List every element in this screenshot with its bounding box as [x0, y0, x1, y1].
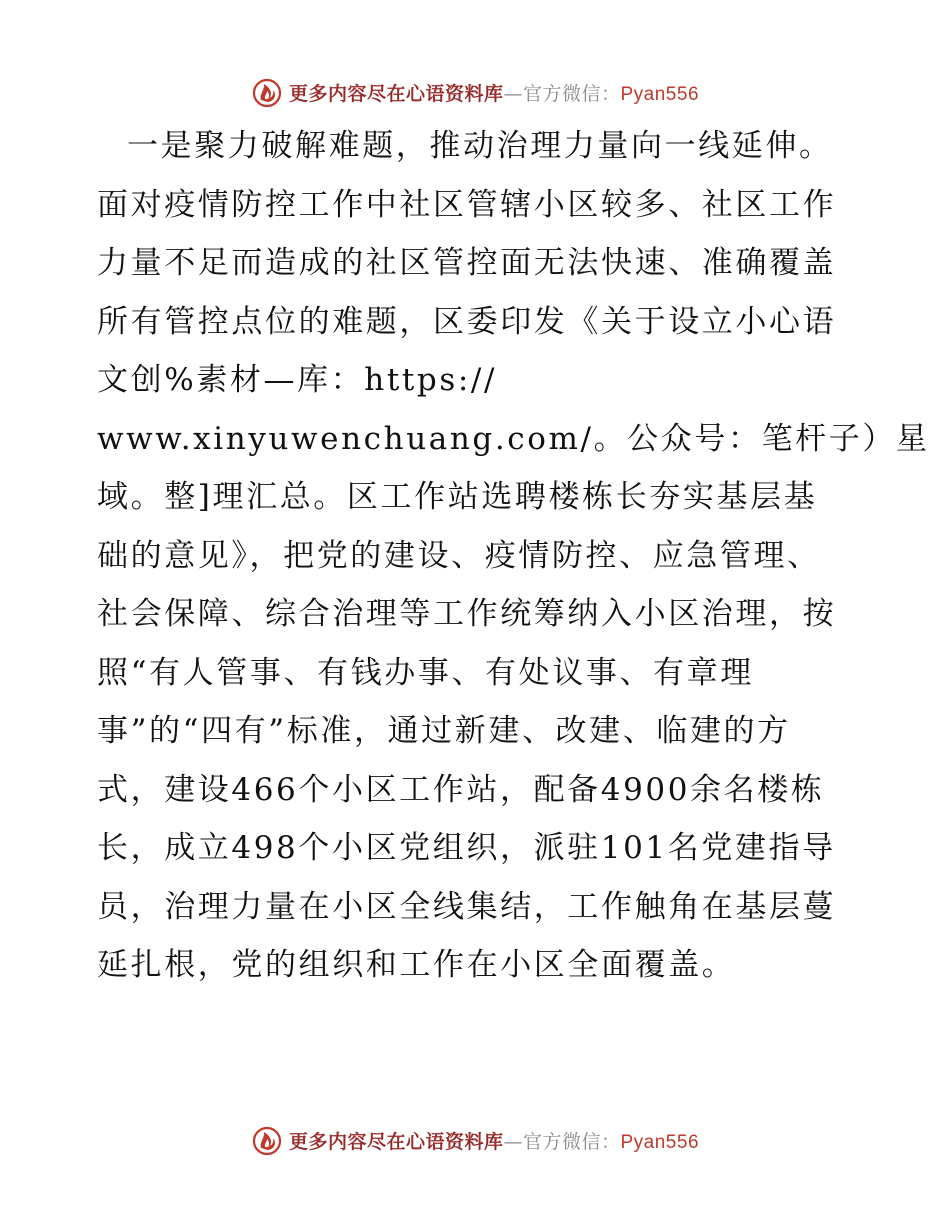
header-banner [0, 72, 950, 112]
document-line: 面对疫情防控工作中社区管辖小区较多、社区工作 [97, 186, 837, 223]
document-line: 域。整]理汇总。区工作站选聘楼栋长夯实基层基 [97, 479, 818, 515]
header-banner-suffix: —官方微信： [503, 82, 621, 105]
flame-chat-logo-icon [251, 1124, 283, 1156]
header-banner-prefix: 更多内容尽在心语资料库 [288, 82, 504, 105]
document-line: 础的意见》，把党的建设、疫情防控、应急管理、 [97, 537, 821, 574]
document-body [97, 117, 930, 995]
document-line: 社会保障、综合治理等工作统筹纳入小区治理，按 [97, 596, 837, 632]
document-line: 延扎根，党的组织和工作在小区全面覆盖。 [97, 947, 736, 983]
footer-banner-text [289, 1127, 699, 1154]
flame-chat-logo-icon [251, 76, 283, 108]
document-line: 力量不足而造成的社区管控面无法快速、准确覆盖 [97, 245, 837, 281]
footer-banner-wechat-id: Pyan556 [620, 1131, 700, 1153]
document-line: 所有管控点位的难题，区委印发《关于设立小心语 [97, 303, 837, 340]
document-line: 文创%素材—库：https:// [97, 362, 498, 398]
header-banner-text [289, 79, 699, 106]
footer-banner-suffix: —官方微信： [503, 1130, 621, 1153]
document-line: 事”的“四有”标准，通过新建、改建、临建的方 [97, 713, 791, 749]
header-banner-wechat-id: Pyan556 [620, 83, 700, 105]
document-line: 式，建设466个小区工作站，配备4900余名楼栋 [97, 771, 825, 808]
document-line: 员，治理力量在小区全线集结，工作触角在基层蔓 [97, 888, 837, 925]
document-line: 照“有人管事、有钱办事、有处议事、有章理 [97, 654, 754, 691]
document-line: 一是聚力破解难题，推动治理力量向一线延伸。 [127, 128, 833, 164]
document-line: 长，成立498个小区党组织，派驻101名党建指导 [97, 830, 836, 866]
footer-banner-prefix: 更多内容尽在心语资料库 [288, 1130, 504, 1153]
document-line: www.xinyuwenchuang.com/。公众号：笔杆子）星 [97, 420, 930, 457]
footer-banner [0, 1120, 950, 1160]
